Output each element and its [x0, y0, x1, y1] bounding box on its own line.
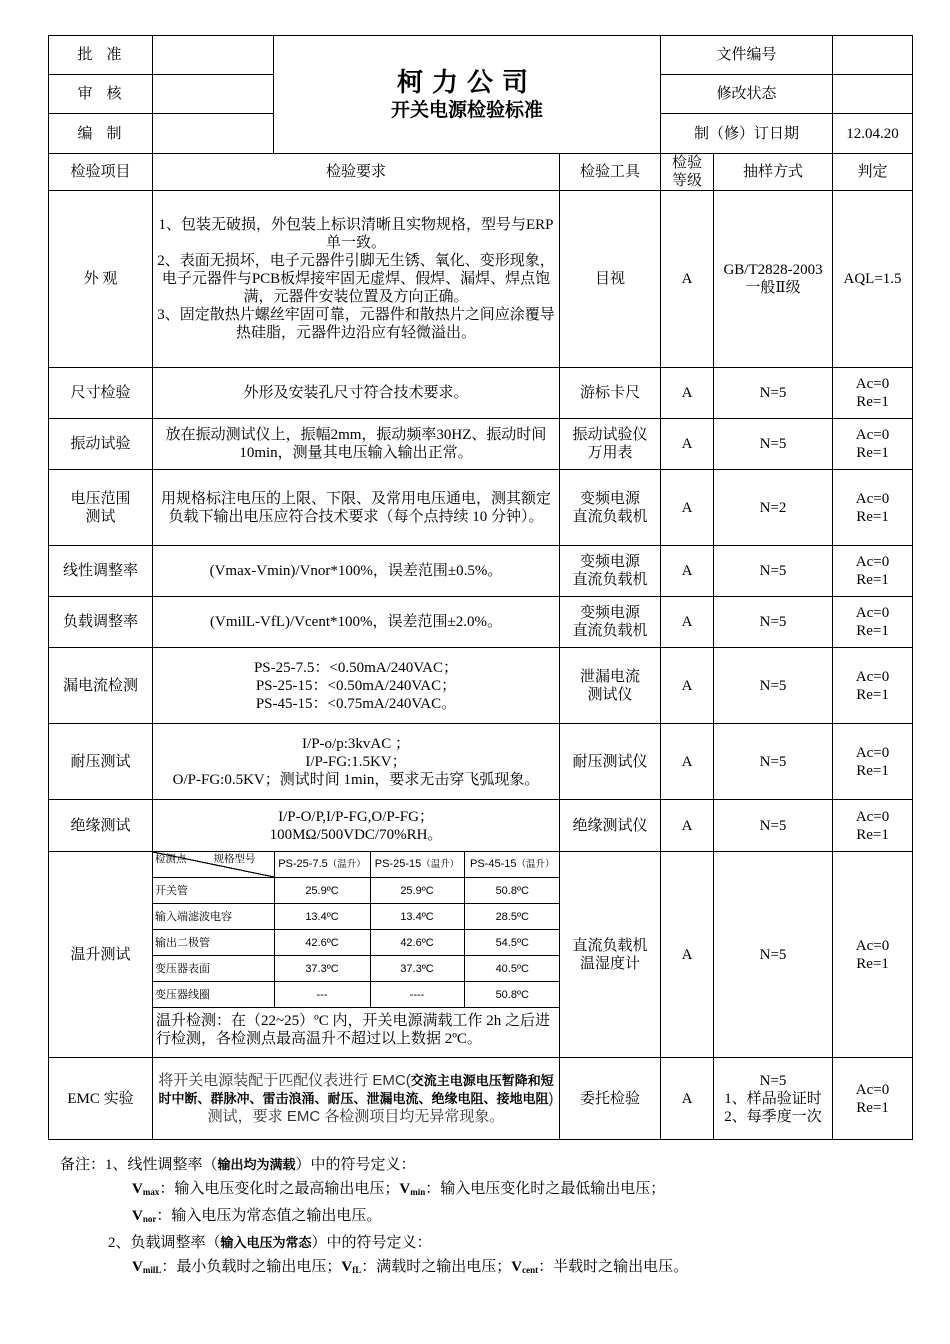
vmax-sub: max: [142, 1187, 160, 1197]
tool-vibration-2: 万用表: [587, 445, 633, 461]
temp-value: 37.3ºC: [274, 956, 370, 982]
sampling-temp-rise: N=5: [714, 852, 833, 1058]
vmin-symbol: V: [399, 1181, 411, 1197]
judge-line-reg: [833, 546, 913, 597]
judge-dimension: [833, 368, 913, 419]
temp-row: [153, 956, 560, 982]
remark-1-def-b: [60, 1204, 920, 1231]
tool-line-reg-2: 直流负载机: [572, 572, 648, 588]
item-voltage-range-2: 测试: [85, 508, 116, 525]
sampling-appearance-1: GB/T2828-2003: [723, 262, 823, 278]
sampling-emc: [714, 1058, 833, 1140]
item-leakage: 漏电流检测: [49, 648, 153, 724]
item-voltage-range-1: 电压范围: [70, 490, 131, 507]
temp-value: 40.5ºC: [464, 956, 560, 982]
prepare-label: 编制: [49, 114, 153, 154]
doc-title: 开关电源检验标准: [391, 99, 544, 121]
remark-2: [60, 1231, 920, 1255]
req-leakage-2: PS-25-15：<0.50mA/240VAC；: [255, 677, 457, 694]
col-tool: 检验工具: [560, 154, 661, 191]
level-insulation: A: [661, 800, 714, 852]
judge-emc-re: Re=1: [856, 1099, 889, 1116]
remark-2-post: ）中的符号定义：: [311, 1235, 432, 1251]
judge-insulation-re: Re=1: [856, 826, 889, 843]
prepare-value: [153, 114, 274, 154]
judge-line-reg-ac: Ac=0: [855, 554, 890, 570]
vnor-symbol: V: [132, 1208, 143, 1224]
judge-temp-rise-re: Re=1: [856, 955, 889, 972]
approve-label: 批准: [49, 36, 153, 75]
judge-withstand-re: Re=1: [856, 762, 889, 779]
vmil-sub: milL: [142, 1265, 162, 1275]
temp-point: 输出二极管: [153, 930, 274, 956]
req-appearance-1: 1、包装无破损，外包装上标识清晰且实物规格，型号与ERP单一致。: [158, 217, 554, 251]
temp-value: 25.9ºC: [370, 878, 464, 904]
temp-point: 变压器表面: [153, 956, 274, 982]
judge-dimension-re: Re=1: [856, 394, 889, 410]
vmil-symbol: V: [132, 1259, 143, 1275]
judge-temp-rise-ac: Ac=0: [855, 937, 890, 954]
req-insulation-2: 100MΩ/500VDC/70%RH。: [269, 826, 443, 843]
vfl-text: ：满载时之输出电压；: [361, 1259, 512, 1275]
tool-voltage-range: [560, 470, 661, 546]
vcent-text: ：半载时之输出电压。: [538, 1259, 689, 1275]
col-sampling: 抽样方式: [714, 154, 833, 191]
judge-temp-rise: [833, 852, 913, 1058]
req-emc: [153, 1058, 560, 1140]
judge-vibration: [833, 419, 913, 470]
req-withstand-3: O/P-FG:0.5KV；测试时间 1min，要求无击穿飞弧现象。: [172, 771, 540, 788]
sampling-voltage-range: N=2: [714, 470, 833, 546]
temp-value: 25.9ºC: [274, 878, 370, 904]
tool-line-reg-1: 变频电源: [580, 554, 641, 570]
company-name: 柯力公司: [397, 67, 538, 97]
item-line-reg: 线性调整率: [49, 546, 153, 597]
tool-insulation: 绝缘测试仪: [560, 800, 661, 852]
level-voltage-range: A: [661, 470, 714, 546]
temp-row: [153, 982, 560, 1008]
row-line-reg: [49, 546, 913, 597]
judge-withstand: [833, 724, 913, 800]
tool-withstand: 耐压测试仪: [560, 724, 661, 800]
item-load-reg: 负载调整率: [49, 597, 153, 648]
date-label: 制（修）订日期: [661, 114, 833, 154]
judge-appearance: AQL=1.5: [833, 191, 913, 368]
vmin-text: ：输入电压变化时之最低输出电压；: [425, 1181, 666, 1197]
title-block: [274, 36, 661, 154]
tool-line-reg: [560, 546, 661, 597]
col-level-line2: 等级: [672, 173, 703, 189]
judge-dimension-ac: Ac=0: [855, 376, 890, 392]
level-temp-rise: A: [661, 852, 714, 1058]
inspection-standard-sheet: [48, 35, 912, 1140]
col-req: 检验要求: [153, 154, 560, 191]
col-level: [661, 154, 714, 191]
judge-load-reg-re: Re=1: [856, 623, 889, 639]
tool-appearance: 目视: [560, 191, 661, 368]
judge-emc: [833, 1058, 913, 1140]
judge-voltage-range-ac: Ac=0: [855, 490, 890, 507]
tool-leakage-2: 测试仪: [587, 686, 633, 703]
judge-leakage: [833, 648, 913, 724]
vfl-sub: fL: [352, 1265, 362, 1275]
tool-temp-rise: [560, 852, 661, 1058]
temp-point: 变压器线圈: [153, 982, 274, 1008]
temp-value: 50.8ºC: [464, 878, 560, 904]
req-leakage-3: PS-45-15：<0.75mA/240VAC。: [255, 695, 457, 712]
file-no-value: [833, 36, 913, 75]
req-temp-rise: [153, 852, 560, 1058]
temp-value: 37.3ºC: [370, 956, 464, 982]
item-vibration: 振动试验: [49, 419, 153, 470]
req-voltage-range: 用规格标注电压的上限、下限、及常用电压通电，测其额定负载下输出电压应符合技术要求（每个点持续 10 分钟）。: [153, 470, 560, 546]
req-leakage: [153, 648, 560, 724]
row-insulation: [49, 800, 913, 852]
judge-load-reg-ac: Ac=0: [855, 605, 890, 621]
tool-load-reg-2: 直流负载机: [572, 623, 648, 639]
temp-value: 28.5ºC: [464, 904, 560, 930]
tool-dimension: 游标卡尺: [560, 368, 661, 419]
corner-point-label: 检测点: [155, 853, 187, 865]
remark-1: [60, 1153, 920, 1177]
tool-leakage: [560, 648, 661, 724]
model-name-2: PS-25-15: [374, 858, 422, 870]
model-unit-1: （温升）: [327, 859, 366, 870]
req-insulation-1: I/P-O/P,I/P-FG,O/P-FG；: [278, 808, 434, 825]
row-emc: [49, 1058, 913, 1140]
judge-vibration-re: Re=1: [856, 445, 889, 461]
item-temp-rise: 温升测试: [49, 852, 153, 1058]
row-vibration: [49, 419, 913, 470]
judge-load-reg: [833, 597, 913, 648]
tool-voltage-range-1: 变频电源: [580, 490, 641, 507]
model-unit-3: （温升）: [516, 859, 555, 870]
remark-1-pre: 备注：1、线性调整率（: [60, 1157, 218, 1173]
item-withstand: 耐压测试: [49, 724, 153, 800]
item-emc: EMC 实验: [49, 1058, 153, 1140]
temp-row: [153, 930, 560, 956]
date-value: 12.04.20: [833, 114, 913, 154]
model-name-1: PS-25-7.5: [278, 858, 328, 870]
sampling-emc-3: 2、每季度一次: [724, 1108, 822, 1125]
vcent-sub: cent: [522, 1265, 539, 1275]
req-emc-post: )测试，要求 EMC 各检测项目均无异常现象。: [207, 1089, 554, 1125]
tool-temp-rise-1: 直流负载机: [572, 937, 648, 954]
temp-value: ----: [370, 982, 464, 1008]
sampling-line-reg: N=5: [714, 546, 833, 597]
sampling-withstand: N=5: [714, 724, 833, 800]
item-appearance: 外 观: [49, 191, 153, 368]
judge-withstand-ac: Ac=0: [855, 744, 890, 761]
tool-vibration-1: 振动试验仪: [572, 427, 648, 443]
temp-value: 54.5ºC: [464, 930, 560, 956]
temp-value: 13.4ºC: [370, 904, 464, 930]
vnor-sub: nor: [142, 1214, 157, 1224]
req-appearance: [153, 191, 560, 368]
vmil-text: ：最小负载时之输出电压；: [161, 1259, 342, 1275]
level-withstand: A: [661, 724, 714, 800]
level-vibration: A: [661, 419, 714, 470]
col-judge: 判定: [833, 154, 913, 191]
vcent-symbol: V: [511, 1259, 523, 1275]
item-dimension: 尺寸检验: [49, 368, 153, 419]
revision-label: 修改状态: [661, 75, 833, 114]
judge-voltage-range-re: Re=1: [856, 508, 889, 525]
model-header-3: [464, 852, 560, 878]
temp-value: 13.4ºC: [274, 904, 370, 930]
req-withstand: [153, 724, 560, 800]
sampling-emc-2: 1、样品验证时: [724, 1090, 822, 1107]
remark-1-bold: 输出均为满载: [217, 1157, 296, 1172]
temp-table-corner: [153, 852, 274, 878]
review-value: [153, 75, 274, 114]
vmax-text: ：输入电压变化时之最高输出电压；: [159, 1181, 400, 1197]
level-appearance: A: [661, 191, 714, 368]
judge-vibration-ac: Ac=0: [855, 427, 890, 443]
req-line-reg: (Vmax-Vmin)/Vnor*100%，误差范围±0.5%。: [153, 546, 560, 597]
judge-insulation-ac: Ac=0: [855, 808, 890, 825]
tool-load-reg-1: 变频电源: [580, 605, 641, 621]
col-item: 检验项目: [49, 154, 153, 191]
approve-value: [153, 36, 274, 75]
vfl-symbol: V: [341, 1259, 353, 1275]
tool-vibration: [560, 419, 661, 470]
tool-load-reg: [560, 597, 661, 648]
req-emc-pre: 将开关电源装配于匹配仪表进行 EMC(: [158, 1071, 411, 1089]
vmin-sub: min: [410, 1187, 426, 1197]
row-appearance: [49, 191, 913, 368]
level-dimension: A: [661, 368, 714, 419]
temp-rise-note: 温升检测：在（22~25）ºC 内，开关电源满载工作 2h 之后进行检测，各检测点最高温升不超过以上数据 2ºC。: [156, 1013, 551, 1047]
tool-emc: 委托检验: [560, 1058, 661, 1140]
req-appearance-2: 2、表面无损坏，电子元器件引脚无生锈、氧化、变形现象，电子元器件与PCB板焊接牢固无虚焊、假焊、漏焊、焊点饱满，元器件安装位置及方向正确。: [157, 253, 555, 305]
item-insulation: 绝缘测试: [49, 800, 153, 852]
item-voltage-range: [49, 470, 153, 546]
req-emc-items: 交流主电源电压暂降和短时中断、群脉冲、雷击浪涌、耐压、泄漏电流、绝缘电阻、接地电阻: [158, 1072, 554, 1106]
tool-temp-rise-2: 温湿度计: [580, 955, 641, 972]
revision-value: [833, 75, 913, 114]
sampling-appearance-2: 一般Ⅱ级: [745, 280, 801, 296]
remark-2-def: [60, 1255, 920, 1282]
temp-value: 50.8ºC: [464, 982, 560, 1008]
judge-insulation: [833, 800, 913, 852]
req-withstand-1: I/P-o/p:3kvAC ；: [302, 735, 410, 752]
temp-point: 开关管: [153, 878, 274, 904]
level-emc: A: [661, 1058, 714, 1140]
req-vibration: 放在振动测试仪上，振幅2mm，振动频率30HZ、振动时间10min，测量其电压输入输出正常。: [153, 419, 560, 470]
req-leakage-1: PS-25-7.5：<0.50mA/240VAC；: [253, 659, 459, 676]
judge-voltage-range: [833, 470, 913, 546]
req-withstand-2: I/P-FG:1.5KV；: [305, 753, 407, 770]
model-name-3: PS-45-15: [470, 858, 517, 870]
model-unit-2: （温升）: [421, 859, 460, 870]
judge-leakage-re: Re=1: [856, 686, 889, 703]
remark-1-post: ）中的符号定义：: [295, 1157, 416, 1173]
file-no-label: 文件编号: [661, 36, 833, 75]
review-label: 审核: [49, 75, 153, 114]
corner-model-label: 规格型号: [213, 853, 256, 865]
vmax-symbol: V: [132, 1181, 143, 1197]
sampling-vibration: N=5: [714, 419, 833, 470]
col-level-line1: 检验: [672, 155, 703, 171]
sampling-appearance: [714, 191, 833, 368]
sampling-dimension: N=5: [714, 368, 833, 419]
remark-2-pre: 2、负载调整率（: [108, 1235, 221, 1251]
temp-value: ---: [274, 982, 370, 1008]
inspection-table: [48, 35, 913, 1140]
sampling-emc-1: N=5: [759, 1072, 787, 1089]
row-withstand: [49, 724, 913, 800]
temp-value: 42.6ºC: [370, 930, 464, 956]
tool-leakage-1: 泄漏电流: [580, 668, 641, 685]
temp-value: 42.6ºC: [274, 930, 370, 956]
level-leakage: A: [661, 648, 714, 724]
level-line-reg: A: [661, 546, 714, 597]
row-temp-rise: [49, 852, 913, 1058]
level-load-reg: A: [661, 597, 714, 648]
temp-row: [153, 878, 560, 904]
temp-rise-table: [153, 852, 560, 1008]
row-voltage-range: [49, 470, 913, 546]
req-dimension: 外形及安装孔尺寸符合技术要求。: [153, 368, 560, 419]
sampling-leakage: N=5: [714, 648, 833, 724]
req-insulation: [153, 800, 560, 852]
remark-2-bold: 输入电压为常态: [220, 1235, 312, 1250]
model-header-1: [274, 852, 370, 878]
remarks: [60, 1153, 920, 1282]
tool-voltage-range-2: 直流负载机: [572, 508, 648, 525]
req-load-reg: (VmilL-VfL)/Vcent*100%，误差范围±2.0%。: [153, 597, 560, 648]
sampling-insulation: N=5: [714, 800, 833, 852]
vnor-text: ：输入电压为常态值之输出电压。: [156, 1208, 382, 1224]
temp-point: 输入端滤波电容: [153, 904, 274, 930]
judge-line-reg-re: Re=1: [856, 572, 889, 588]
row-dimension: [49, 368, 913, 419]
sampling-load-reg: N=5: [714, 597, 833, 648]
row-leakage: [49, 648, 913, 724]
judge-emc-ac: Ac=0: [855, 1081, 890, 1098]
judge-leakage-ac: Ac=0: [855, 668, 890, 685]
temp-row: [153, 904, 560, 930]
remark-1-def-a: [60, 1177, 920, 1204]
model-header-2: [370, 852, 464, 878]
req-appearance-3: 3、固定散热片螺丝牢固可靠，元器件和散热片之间应涂覆导热硅脂，元器件边沿应有轻微溢出。: [157, 307, 555, 341]
row-load-reg: [49, 597, 913, 648]
